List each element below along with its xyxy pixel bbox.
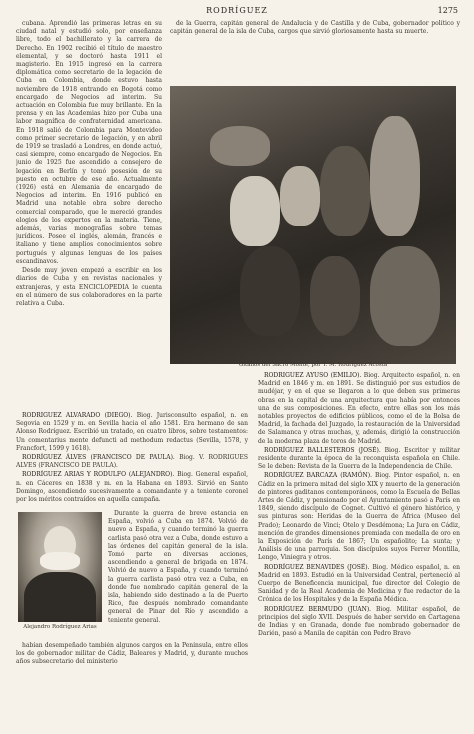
entry-body: Biog. Militar español, de principios del siglo XVII. Después de haber servido en Cartagena de Indias y en Granada, donde fue nombrado gobernador de Darién, pasó a Manila de capitán con Pedro Bravo bbox=[258, 605, 460, 638]
entry-body: Biog. Arquitecto español, n. en Madrid en 1846 y m. en 1891. Se distinguió por sus estudios de mudéjar, y en el que se llegaron a lo que deben sus primeras obras en la capital de una arquitectura que había por entonces una de sus composiciones. En efecto, entre ellas son los más notables proyectos de edificios públicos, como el de la Bolsa de Madrid, la fachada del Juzgado, la restauración de la Universidad de Salamanca y otras muchas, y, además, dirigió la construcción de la moderna plaza de toros de Madrid. bbox=[258, 372, 460, 445]
entry-body: Biog. Pintor español, n. en Cádiz en la primera mitad del siglo XIX y muerto de la generación de pintores gaditanos contemporáneos, como la Escuela de Bellas Artes de Cádiz, y pensionado por el Ayuntamiento pasó a París en 1849, siendo discípulo de Cognet. Cultivó el género histórico, y sus pinturas son: Heridas de la Guerra de África (Museo del Prado); Leonardo de Vinci; Otelo y Desdémona; La Jura en Cádiz, mención de grandes dimensiones premiada con medalla de oro en la Exposición de París de 1867; Un españolito; La sunta; y Análisis de una parroquia. Son discípulos suyos Ferrer Montilla, Lengo, Viniegra y otros. bbox=[258, 472, 460, 562]
portrait-photo bbox=[18, 512, 102, 622]
entry bbox=[258, 564, 460, 605]
photo-gypsies bbox=[170, 86, 456, 364]
right-column-top bbox=[170, 20, 460, 90]
entry bbox=[258, 472, 460, 562]
entry bbox=[16, 471, 248, 504]
entry-name: RODRÍGUEZ BALLESTEROS (JOSÉ). bbox=[264, 446, 381, 454]
entry-name: RODRÍGUEZ BARCAZA (RAMÓN). bbox=[264, 472, 372, 480]
entry bbox=[16, 412, 248, 453]
paragraph: habían desempeñado también algunos cargos en la Península, entre ellos los de gobernador militar de Cádiz, Baleares y Madrid, y, durante muchos años subsecretario del ministerio bbox=[16, 642, 248, 666]
paragraph: Durante la guerra de breve estancia en España, volvió a Cuba en 1874. Volvió de nuevo a España, y cuando terminó la guerra carlista pasó otra vez a Cuba, donde estuvo a las órdenes del capitán general de la isla. Tomó parte en diversas acciones, ascendiendo a general de brigada en 1874. Volvió de nuevo a España, y cuando terminó la guerra carlista pasó otra vez a Cuba, en donde fue nombrado capitán general de la isla, habiendo sido destinado a la de Puerto Rico, fue después nombrado comandante general de Pinar del Río y ascendido a teniente general. bbox=[108, 510, 248, 624]
left-column-bottom bbox=[16, 642, 248, 722]
entry-body: Biog. General español, n. en Cáceres en 1838 y m. en la Habana en 1893. Sirvió en Santo Domingo, ascendiendo sucesivamente a comandante y a teniente coronel por los méritos contraídos en aquella campaña. bbox=[16, 471, 248, 504]
entry bbox=[258, 606, 460, 639]
page-number: 1275 bbox=[437, 6, 458, 15]
entry-body: Biog. Médico español, n. en Madrid en 1893. Estudió en la Universidad Central, perteneció al Cuerpo de Beneficencia municipal, fue director del Colegio de Sanidad y de la Real Academia de Medicina y fue redactor de la Crónica de los Hospitales y de la España Médica. bbox=[258, 563, 460, 604]
page-header bbox=[0, 6, 474, 20]
entry-body: Biog. Jurisconsulto español, n. en Segovia en 1529 y m. en Sevilla hacia el año 1581. Era hermano de san Alonso Rodríguez. Escribió un tratado, en cuatro libros, sobre testamentos: Un comentarius mente defuncti ad methodum redactus (Sevilla, 1578, y Francfort, 1599 y 1618). bbox=[16, 412, 248, 452]
paragraph: cubana. Aprendió las primeras letras en su ciudad natal y estudió solo, por enseñanza libre, todo el bachillerato y la carrera de Derecho. En 1902 recibió el título de maestro elemental, y se doctoró hasta 1911 el magisterio. En 1915 ingresó en la carrera diplomática como secretario de la legación de Cuba en Colombia, donde estuvo hasta noviembre de 1918 entrando en Bogotá como encargado de Negocios ad interim. Su actuación en Colombia fue muy brillante. En la prensa y en las Academias hizo por Cuba una labor magnífica de confraternidad americana. En 1918 salió de Colombia para Montevideo como primer secretario de legación, y en abril de 1919 se trasladó a Londres, en donde actuó, casi siempre, como encargado de Negocios. En junio de 1925 fue ascendido a consejero de legación en Berlín y tomó posesión de su puesto en octubre de ese año. Actualmente (1926) está en Alemania de encargado de Negocios ad interim. En 1916 publicó en Madrid una notable obra sobre derecho comercial comparado, que le mereció grandes elogios de los expertos en la materia. Tiene, además, varias monografías sobre temas jurídicos. Posee el inglés, alemán, francés e italiano y tiene amplios conocimientos sobre portugués y algunas lenguas de los países escandinavos. bbox=[16, 20, 162, 265]
entry bbox=[258, 447, 460, 472]
entry-name: RODRÍGUEZ BENAVIDES (JOSÉ). bbox=[264, 563, 370, 571]
right-column bbox=[258, 372, 460, 722]
entry-name: RODRÍGUEZ ÁLVES (FRANCISCO DE PAULA). bbox=[22, 454, 175, 462]
paragraph: Desde muy joven empezó a escribir en los diarios de Cuba y en revistas nacionales y extranjeras, y esta ENCICLOPEDIA le cuenta en el número de sus colaboradores en la parte relativa a Cuba. bbox=[16, 267, 162, 307]
entry bbox=[258, 372, 460, 446]
entry-name: RODRÍGUEZ AYUSO (EMILIO). bbox=[264, 372, 362, 379]
entry-body: Biog. Escritor y militar residente durante la época de la reconquista española en Chile. Se le deben: Revista de la Guerra de la Independencia de Chile. bbox=[258, 446, 460, 471]
running-head: RODRÍGUEZ bbox=[206, 6, 268, 15]
entry-name: RODRÍGUEZ ARIAS Y RODULFO (ALEJANDRO). bbox=[22, 471, 175, 479]
paragraph: de la Guerra, capitán general de Andalucía y de Castilla y de Cuba, gobernador político y capitán general de la isla de Cuba, cargos que sirvió gloriosamente hasta su muerte. bbox=[170, 20, 460, 36]
left-column-middle bbox=[16, 412, 248, 510]
entry-name: RODRÍGUEZ ALVARADO (DIEGO). bbox=[22, 412, 133, 419]
entry-body: Biog. V. RODRIGUES ALVES (FRANCISCO DE PAULA). bbox=[16, 454, 248, 470]
left-column-top bbox=[16, 20, 162, 412]
entry-name: RODRÍGUEZ BERMUDO (JUAN). bbox=[264, 605, 372, 613]
portrait-caption: Alejandro Rodríguez Arias bbox=[23, 624, 97, 630]
entry bbox=[16, 454, 248, 470]
photo-caption: Gitanos del Sacro Monte, por T. M. Rodríguez Acosta bbox=[238, 362, 388, 368]
left-column-beside-portrait bbox=[108, 510, 248, 642]
